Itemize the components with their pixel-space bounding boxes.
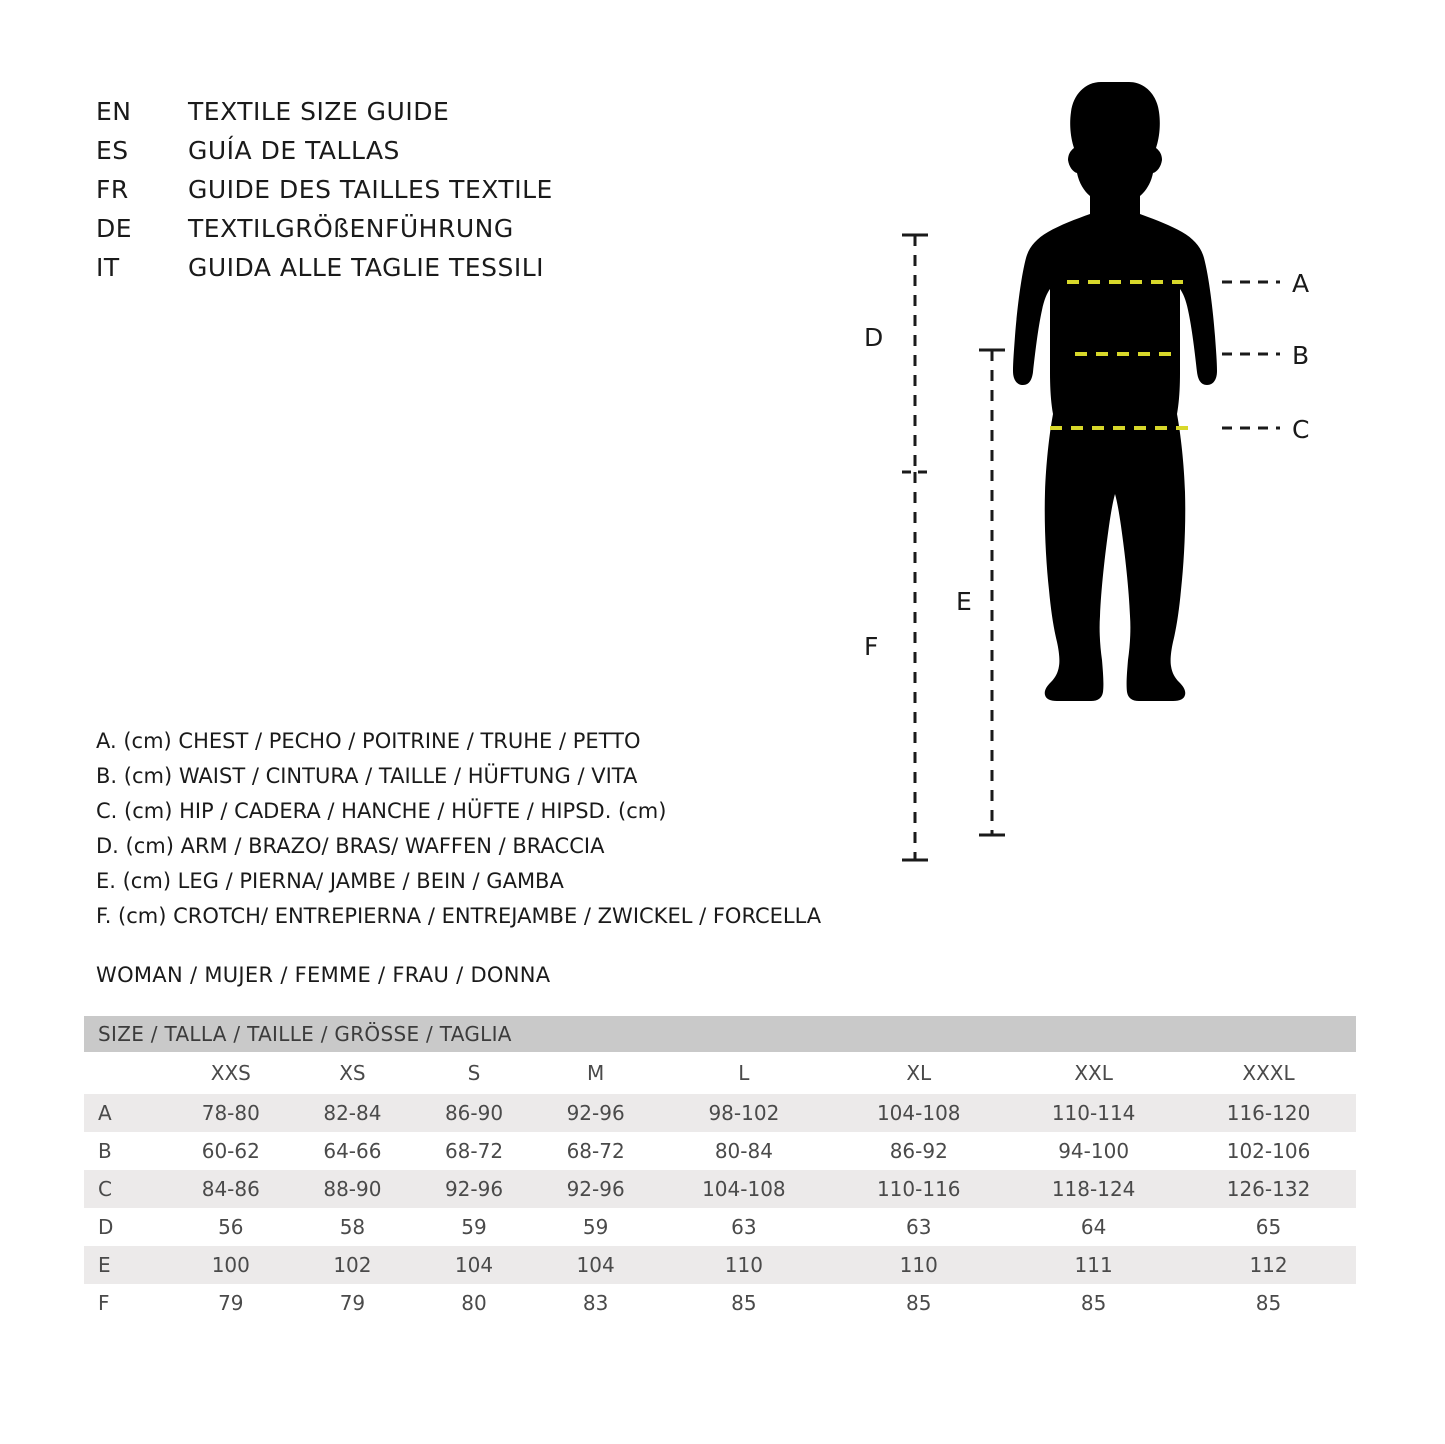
table-caption: SIZE / TALLA / TAILLE / GRÖSSE / TAGLIA <box>84 1016 1356 1052</box>
arm-measure-bracket <box>902 235 928 472</box>
cell-a-xxxl: 116-120 <box>1181 1094 1356 1132</box>
cell-c-l: 104-108 <box>656 1170 831 1208</box>
col-header-m: M <box>535 1052 657 1094</box>
cell-d-xxl: 64 <box>1006 1208 1181 1246</box>
cell-d-m: 59 <box>535 1208 657 1246</box>
cell-a-xl: 104-108 <box>831 1094 1006 1132</box>
table-row <box>84 1132 1356 1170</box>
marker-label-f: F <box>864 632 879 661</box>
col-header-xxl: XXL <box>1006 1052 1181 1094</box>
title-row <box>96 170 716 209</box>
female-silhouette-icon <box>1013 82 1217 701</box>
measurement-legend <box>96 724 896 934</box>
cell-e-xxl: 111 <box>1006 1246 1181 1284</box>
title-lang-fr: FR <box>96 175 129 204</box>
legend-item-f: F. (cm) CROTCH/ ENTREPIERNA / ENTREJAMBE / ZWICKEL / FORCELLA <box>96 904 822 928</box>
title-text-en: TEXTILE SIZE GUIDE <box>188 97 450 126</box>
col-header-xxs: XXS <box>170 1052 292 1094</box>
title-lang-de: DE <box>96 214 133 243</box>
col-header-blank <box>84 1052 170 1094</box>
cell-b-l: 80-84 <box>656 1132 831 1170</box>
size-table <box>84 1016 1356 1322</box>
table-row <box>84 1284 1356 1322</box>
col-header-xl: XL <box>831 1052 1006 1094</box>
title-row <box>96 92 716 131</box>
cell-d-xxxl: 65 <box>1181 1208 1356 1246</box>
gender-label: WOMAN / MUJER / FEMME / FRAU / DONNA <box>96 963 551 987</box>
table-row <box>84 1170 1356 1208</box>
cell-b-xxl: 94-100 <box>1006 1132 1181 1170</box>
cell-a-xxs: 78-80 <box>170 1094 292 1132</box>
cell-f-xl: 85 <box>831 1284 1006 1322</box>
legend-item-b: B. (cm) WAIST / CINTURA / TAILLE / HÜFTUNG / VITA <box>96 764 638 788</box>
title-block <box>96 92 716 287</box>
col-header-xxxl: XXXL <box>1181 1052 1356 1094</box>
cell-b-xxs: 60-62 <box>170 1132 292 1170</box>
cell-b-xl: 86-92 <box>831 1132 1006 1170</box>
legend-item-c: C. (cm) HIP / CADERA / HANCHE / HÜFTE / HIPSD. (cm) <box>96 799 667 823</box>
title-lang-es: ES <box>96 136 129 165</box>
col-header-s: S <box>413 1052 535 1094</box>
title-text-de: TEXTILGRÖßENFÜHRUNG <box>188 214 514 243</box>
col-header-xs: XS <box>292 1052 414 1094</box>
cell-b-m: 68-72 <box>535 1132 657 1170</box>
cell-c-xl: 110-116 <box>831 1170 1006 1208</box>
cell-b-xxxl: 102-106 <box>1181 1132 1356 1170</box>
crotch-measure-bracket <box>902 472 928 860</box>
cell-c-xs: 88-90 <box>292 1170 414 1208</box>
legend-item-e: E. (cm) LEG / PIERNA/ JAMBE / BEIN / GAMBA <box>96 869 564 893</box>
table-header-row <box>84 1052 1356 1094</box>
title-row <box>96 248 716 287</box>
cell-f-m: 83 <box>535 1284 657 1322</box>
cell-e-l: 110 <box>656 1246 831 1284</box>
marker-label-c: C <box>1292 415 1310 444</box>
marker-label-d: D <box>864 323 884 352</box>
title-lang-en: EN <box>96 97 132 126</box>
table-caption-row <box>84 1016 1356 1052</box>
row-label-d: D <box>84 1208 170 1246</box>
legend-item-d: D. (cm) ARM / BRAZO/ BRAS/ WAFFEN / BRACCIA <box>96 834 605 858</box>
leg-measure-bracket <box>979 350 1005 835</box>
col-header-l: L <box>656 1052 831 1094</box>
cell-e-m: 104 <box>535 1246 657 1284</box>
table-row <box>84 1246 1356 1284</box>
cell-c-xxl: 118-124 <box>1006 1170 1181 1208</box>
marker-label-b: B <box>1292 341 1310 370</box>
title-lang-it: IT <box>96 253 120 282</box>
cell-e-s: 104 <box>413 1246 535 1284</box>
marker-label-e: E <box>956 587 972 616</box>
marker-label-a: A <box>1292 269 1310 298</box>
cell-c-xxxl: 126-132 <box>1181 1170 1356 1208</box>
title-row <box>96 131 716 170</box>
row-label-c: C <box>84 1170 170 1208</box>
cell-f-xxs: 79 <box>170 1284 292 1322</box>
cell-a-xxl: 110-114 <box>1006 1094 1181 1132</box>
row-label-a: A <box>84 1094 170 1132</box>
cell-f-xxl: 85 <box>1006 1284 1181 1322</box>
title-text-it: GUIDA ALLE TAGLIE TESSILI <box>188 253 544 282</box>
table-row <box>84 1094 1356 1132</box>
cell-c-m: 92-96 <box>535 1170 657 1208</box>
cell-b-s: 68-72 <box>413 1132 535 1170</box>
cell-a-xs: 82-84 <box>292 1094 414 1132</box>
cell-b-xs: 64-66 <box>292 1132 414 1170</box>
cell-a-l: 98-102 <box>656 1094 831 1132</box>
title-row <box>96 209 716 248</box>
body-figure-diagram <box>840 60 1360 900</box>
cell-f-xxxl: 85 <box>1181 1284 1356 1322</box>
cell-d-s: 59 <box>413 1208 535 1246</box>
cell-e-xxxl: 112 <box>1181 1246 1356 1284</box>
cell-f-l: 85 <box>656 1284 831 1322</box>
table-row <box>84 1208 1356 1246</box>
cell-d-xl: 63 <box>831 1208 1006 1246</box>
cell-a-s: 86-90 <box>413 1094 535 1132</box>
cell-c-s: 92-96 <box>413 1170 535 1208</box>
cell-f-xs: 79 <box>292 1284 414 1322</box>
cell-e-xxs: 100 <box>170 1246 292 1284</box>
row-label-f: F <box>84 1284 170 1322</box>
row-label-b: B <box>84 1132 170 1170</box>
cell-a-m: 92-96 <box>535 1094 657 1132</box>
cell-e-xl: 110 <box>831 1246 1006 1284</box>
legend-item-a: A. (cm) CHEST / PECHO / POITRINE / TRUHE / PETTO <box>96 729 641 753</box>
cell-d-l: 63 <box>656 1208 831 1246</box>
cell-e-xs: 102 <box>292 1246 414 1284</box>
title-text-fr: GUIDE DES TAILLES TEXTILE <box>188 175 553 204</box>
cell-d-xs: 58 <box>292 1208 414 1246</box>
cell-c-xxs: 84-86 <box>170 1170 292 1208</box>
title-text-es: GUÍA DE TALLAS <box>188 136 400 165</box>
cell-f-s: 80 <box>413 1284 535 1322</box>
cell-d-xxs: 56 <box>170 1208 292 1246</box>
row-label-e: E <box>84 1246 170 1284</box>
